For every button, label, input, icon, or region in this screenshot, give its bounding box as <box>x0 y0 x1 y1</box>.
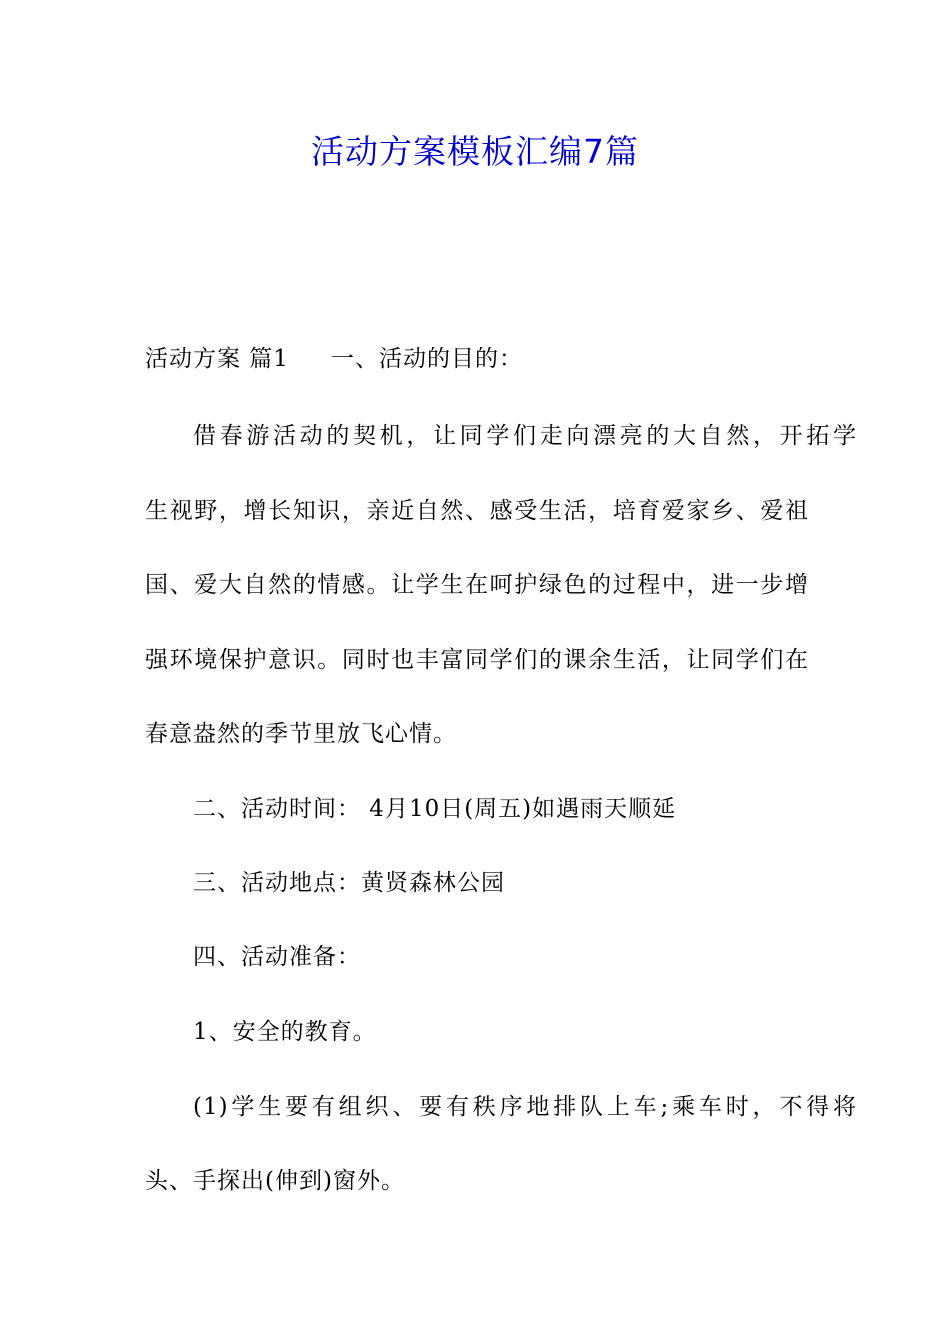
time-item: 二、活动时间： 4月10日(周五)如遇雨天顺延 <box>193 796 677 822</box>
section-heading: 活动方案 篇1 <box>145 346 289 372</box>
purpose-heading: 一、活动的目的： <box>330 346 523 372</box>
rule-line: 头、手探出(伸到)窗外。 <box>145 1168 405 1194</box>
paragraph-line: 春意盎然的季节里放飞心情。 <box>145 721 457 747</box>
place-item: 三、活动地点：黄贤森林公园 <box>193 870 505 896</box>
paragraph-line: 生视野，增长知识，亲近自然、感受生活，培育爱家乡、爱祖 <box>145 498 809 524</box>
paragraph-line: 强环境保护意识。同时也丰富同学们的课余生活，让同学们在 <box>145 647 809 673</box>
document-title: 活动方案模板汇编7篇 <box>311 132 639 171</box>
section-heading-line <box>145 340 809 378</box>
safety-item: 1、安全的教育。 <box>193 1019 377 1045</box>
rule-line: (1)学生要有组织、要有秩序地排队上车;乘车时，不得将 <box>193 1094 857 1120</box>
paragraph-line: 国、爱大自然的情感。让学生在呵护绿色的过程中，进一步增 <box>145 572 809 598</box>
prep-item: 四、活动准备： <box>193 944 361 970</box>
paragraph-line: 借春游活动的契机，让同学们走向漂亮的大自然，开拓学 <box>193 423 857 449</box>
